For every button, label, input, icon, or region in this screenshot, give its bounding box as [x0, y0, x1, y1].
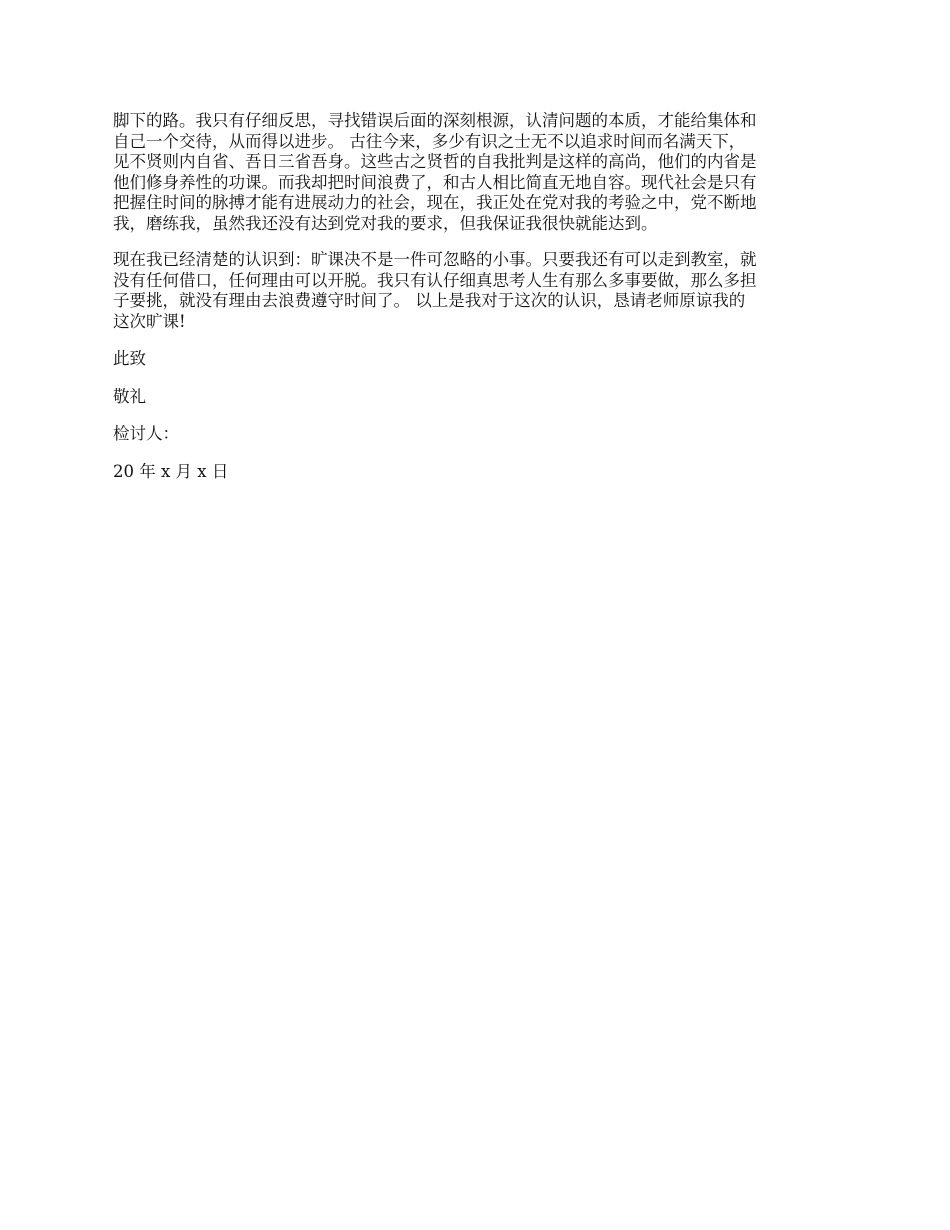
signature-label: 检讨人：: [113, 424, 179, 443]
body-paragraph-2: 现在我已经清楚的认识到：旷课决不是一件可忽略的小事。只要我还有可以走到教室，就 没有任何借口，任何理由可以开脱。我只有认仔细真思考人生有那么多事要做，那么多担 子要挑，就没有理由去浪费遵守时间了。 以上是我对于这次的认识，恳请老师原谅我的 这次旷课!: [113, 250, 757, 331]
document-body: [113, 111, 841, 482]
body-paragraph-1: 脚下的路。我只有仔细反思，寻找错误后面的深刻根源，认清问题的本质，才能给集体和 自己一个交待，从而得以进步。 古往今来，多少有识之士无不以追求时间而名满天下， 见不贤则内自省、吾日三省吾身。这些古之贤哲的自我批判是这样的高尚，他们的内省是 他们修身养性的功课。而我却把时间浪费了，和古人相比简直无地自容。现代社会是只有 把握住时间的脉搏才能有进展动力的社会，现在，我正处在党对我的考验之中，党不断地 我，磨练我，虽然我还没有达到党对我的要求，但我保证我很快就能达到。: [113, 111, 757, 233]
closing-regards: 敬礼: [113, 386, 146, 406]
date-line: 20 年 x 月 x 日: [113, 461, 229, 481]
closing-salutation: 此致: [113, 349, 146, 368]
